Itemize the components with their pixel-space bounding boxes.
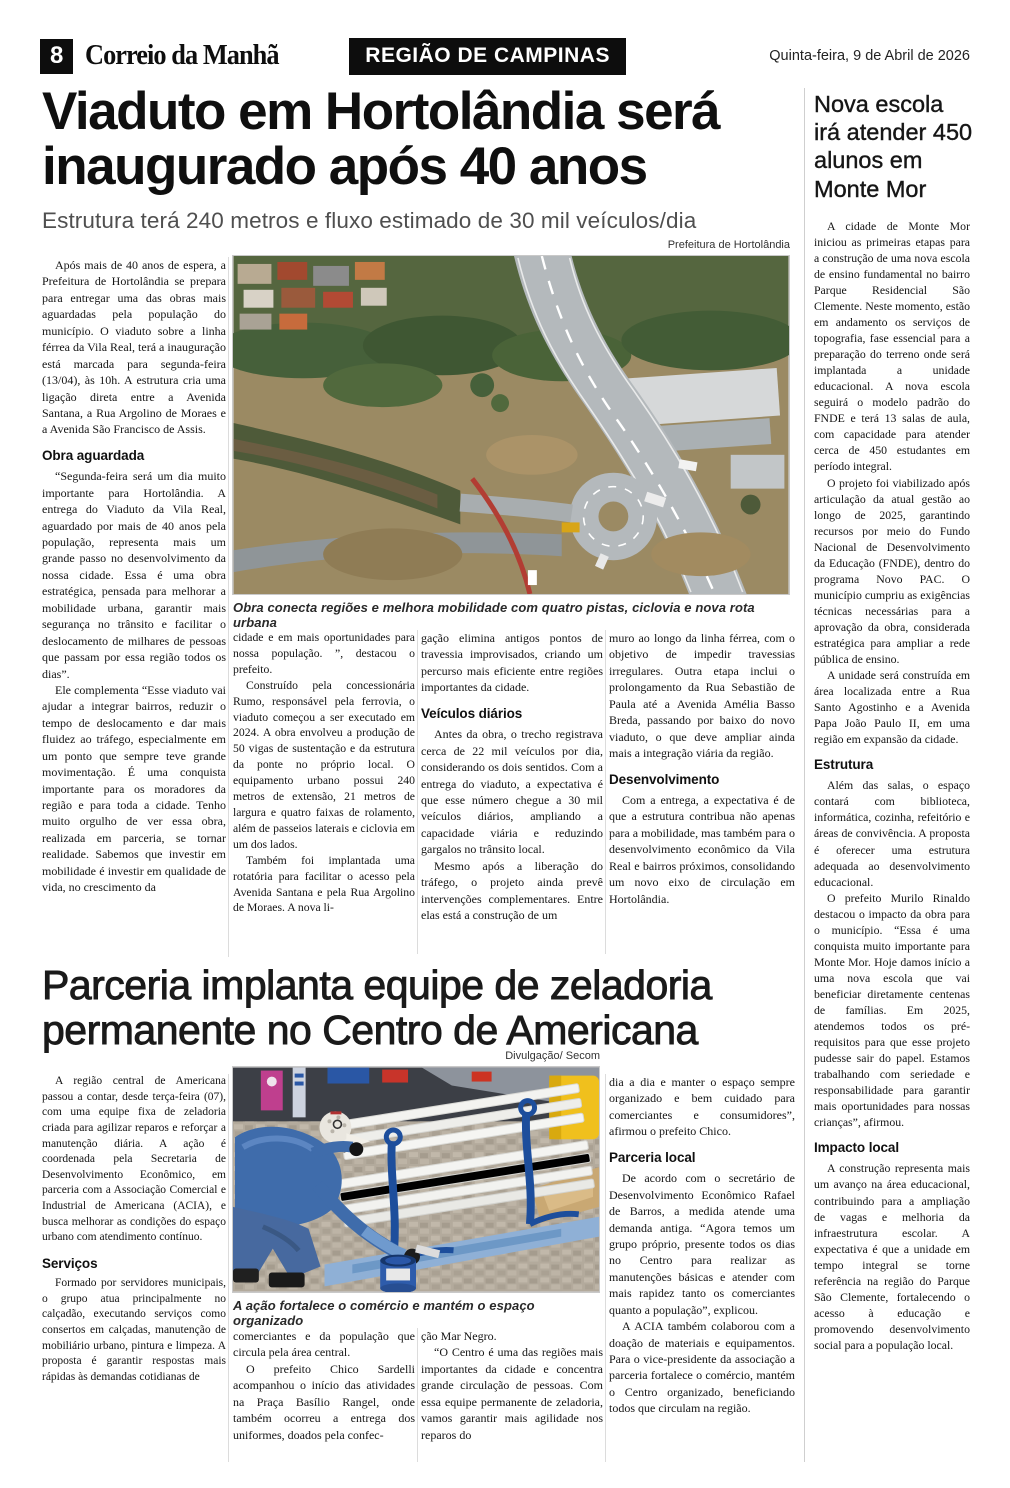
newspaper-nameplate: Correio da Manhã [85, 40, 279, 71]
article2-photo-caption: A ação fortalece o comércio e mantém o espaço organizado [233, 1298, 535, 1328]
article2-photo [232, 1066, 600, 1293]
column-divider [605, 1074, 606, 1462]
article2-photo-credit: Divulgação/ Secom [505, 1050, 600, 1062]
column-divider [605, 630, 606, 954]
paragraph: O prefeito Chico Sardelli acompanhou o início das atividades na Praça Basílio Rangel, onde também ocorreu a entrega dos uniformes, doados pela confec- [233, 1361, 415, 1442]
section-banner: REGIÃO DE CAMPINAS [349, 38, 626, 75]
article2-column-1 [42, 1074, 226, 1466]
article2-headline: Parceria implanta equipe de zeladoria permanente no Centro de Americana [42, 962, 712, 1054]
sidebar-column [814, 218, 970, 1462]
section-subhead: Serviços [42, 1255, 98, 1271]
column-divider [228, 257, 229, 957]
column-divider [228, 1074, 229, 1462]
paragraph: Construído pela concessionária Rumo, responsável pela ferrovia, o viaduto começou a ser executado em 2024. A obra envolveu a produção de 50 vigas de sustentação e da estrutura da ponte no próprio local. O equipamento urbano possui 240 metros de extensão, 21 metros de largura e quatro faixas de rolamento, além de passeios laterais e ciclovia em um dos lados. [233, 678, 415, 851]
paragraph: muro ao longo da linha férrea, com o objetivo de impedir travessias irregulares. Outra etapa inclui o prolongamento da Rua Sebastião de Paula até a Avenida Amélia Basso Breda, passando por baixo do novo viaduto, o que deve ampliar ainda mais a integração viária da região. [609, 631, 795, 761]
paragraph: A região central de Americana passou a contar, desde terça-feira (07), com uma equipe fixa de zeladoria criada para agilizar reparos e reforçar a manutenção diária. A ação é coordenada pela Secretaria de Desenvolvimento Econômico, em parceria com a Associação Comercial e Industrial de Americana (ACIA), e busca melhorar as condições do espaço urbano com atendimento contínuo. [42, 1075, 226, 1244]
article1-column-2 [233, 630, 415, 954]
section-subhead: Veículos diários [421, 705, 523, 721]
paragraph: De acordo com o secretário de Desenvolvimento Econômico Rafael de Barros, a medida atende uma demanda antiga. “Agora temos um grupo próprio, presente todos os dias no Centro para realizar as manutenções básicas e atender com mais rapidez tanto os comerciantes quanto a população”, explicou. [609, 1171, 795, 1317]
article2-column-4 [609, 1074, 795, 1464]
article1-column-4 [609, 630, 795, 954]
paragraph: ção Mar Negro. [421, 1329, 497, 1343]
paragraph: A construção representa mais um avanço na área educacional, contribuindo para a ampliação de vagas e melhoria da infraestrutura escolar. A expectativa é que a unidade em tempo integral se torne referência na região do Parque São Clemente, fortalecendo o acesso à educação e promovendo desenvolvimento social para a população local. [814, 1161, 970, 1352]
paragraph: A cidade de Monte Mor iniciou as primeiras etapas para a construção de uma nova escola de ensino fundamental no bairro Parque Residencial São Clemente. Neste momento, estão em andamento os serviços de topografia, fase essencial para a preparação do terreno onde será implantada a unidade educacional. A nova escola seguirá o modelo padrão do FNDE e terá 13 salas de aula, com capacidade para atender cerca de 450 estudantes em período integral. [814, 219, 970, 474]
bench-painting-photo-illustration [233, 1067, 599, 1292]
column-divider [417, 630, 418, 954]
paragraph: A ACIA também colaborou com a doação de materiais e equipamentos. Para o vice-presidente da associação a parceria fortalece o comércio, mantém o Centro organizado, beneficiando todos que circulam na região. [609, 1319, 795, 1416]
article2-column-3 [421, 1328, 603, 1464]
article2-column-2 [233, 1328, 415, 1464]
paragraph: O projeto foi viabilizado após articulação da atual gestão ao longo de 2025, garantindo recursos por meio do Fundo Nacional de Desenvolvimento da Educação (FNDE), dentro do programa Novo PAC. O município cumpriu as exigências técnicas necessárias para a aprovação da obra, considerada estratégica para ampliar a rede pública de ensino. [814, 475, 970, 666]
paragraph: comerciantes e da população que circula pela área central. [233, 1329, 415, 1360]
paragraph: dia a dia e manter o espaço sempre organizado e bem cuidado para comerciantes e consumidores”, afirmou o prefeito Chico. [609, 1075, 795, 1139]
paragraph: Também foi implantada uma rotatória para facilitar o acesso pela Avenida Santana e pela Rua Argolino de Moraes. A nova li- [233, 853, 415, 915]
column-divider [417, 1328, 418, 1462]
sidebar-headline: Nova escola irá atender 450 alunos em Monte Mor [814, 91, 973, 202]
paragraph: Após mais de 40 anos de espera, a Prefeitura de Hortolândia se prepara para entregar uma das obras mais aguardadas pela população do município. O viaduto sobre a linha férrea da Vila Real, terá a inauguração está marcada para segunda-feira (13/04), às 10h. A estrutura cria uma ligação direta entre a Avenida Santana, a Rua Argolino de Moraes e a Avenida São Francisco de Assis. [42, 258, 226, 437]
article1-column-3 [421, 630, 603, 954]
article1-subheadline: Estrutura terá 240 metros e fluxo estimado de 30 mil veículos/dia [42, 208, 697, 233]
section-subhead: Obra aguardada [42, 447, 145, 463]
page-header [40, 37, 970, 75]
paragraph: Ele complementa “Esse viaduto vai ajudar a integrar bairros, reduzir o tempo de deslocamento e dar mais fluidez ao tráfego, especialmente em um ponto que sempre teve grande movimentação. É uma conquista importante para os moradores da região e para toda a cidade. Tenho muito orgulho de ver essa obra, realizada em parceria, se tornar realidade. Sabemos que investir em mobilidade é investir em qualidade de vida, no crescimento da [42, 682, 226, 895]
page-number-badge: 8 [40, 39, 73, 74]
article1-column-1 [42, 257, 226, 959]
paragraph: A unidade será construída em área localizada entre a Rua Santo Agostinho e a Avenida Papa João Paulo II, em uma região em expansão da cidade. [814, 667, 970, 746]
paragraph: Formado por servidores municipais, o grupo atua principalmente no calçadão, executando serviços como consertos em calçadas, manutenção de mobiliário urbano, pintura e limpeza. A proposta é garantir respostas mais rápidas às demandas cotidianas de [42, 1277, 226, 1383]
section-subhead: Estrutura [814, 757, 874, 773]
article1-photo-credit: Prefeitura de Hortolândia [667, 239, 790, 251]
paragraph: Mesmo após a liberação do tráfego, o projeto ainda prevê intervenções complementares. Entre elas está a construção de um [421, 858, 603, 923]
section-subhead: Parceria local [609, 1149, 696, 1165]
paragraph: O prefeito Murilo Rinaldo destacou o impacto da obra para o município. “Essa é uma conquista muito importante para Monte Mor. Hoje damos início a uma nova escola que vai beneficiar diretamente centenas de famílias. Em 2025, atendemos todos os pré-requisitos para que esse projeto pudesse sair do papel. Estamos trabalhando com seriedade e responsabilidade para garantir mais oportunidades para nossas crianças”, afirmou. [814, 890, 970, 1130]
viaduct-aerial-photo-illustration [233, 256, 789, 594]
article1-photo-caption: Obra conecta regiões e melhora mobilidade com quatro pistas, ciclovia e nova rota urbana [233, 600, 755, 630]
paint-bucket [380, 1255, 416, 1292]
paragraph: gação elimina antigos pontos de travessia improvisados, criando um percurso mais eficiente entre regiões importantes da cidade. [421, 631, 603, 695]
edition-date: Quinta-feira, 9 de Abril de 2026 [769, 48, 970, 64]
sidebar-divider [804, 88, 805, 1462]
paragraph: Com a entrega, a expectativa é de que a estrutura contribua não apenas para a mobilidade, mas também para o desenvolvimento econômico da Vila Real e bairros próximos, consolidando um novo eixo de circulação em Hortolândia. [609, 792, 795, 906]
paragraph: “O Centro é uma das regiões mais importantes da cidade e concentra grande circulação de pessoas. Com essa equipe permanente de zeladoria, vamos garantir mais agilidade nos reparos do [421, 1345, 603, 1442]
section-subhead: Desenvolvimento [609, 771, 720, 787]
article1-photo [232, 255, 790, 595]
section-subhead: Impacto local [814, 1140, 899, 1156]
paragraph: “Segunda-feira será um dia muito importante para Hortolândia. A entrega do Viaduto da Vila Real, aguardado por mais de 40 anos pela população, representa mais um grande passo no desenvolvimento da nossa cidade. Essa é uma obra estratégica, pensada para melhorar a mobilidade urbana, garantir mais segurança no trânsito e facilitar o deslocamento de milhares de pessoas que passam por essa região todos os dias”. [42, 469, 226, 681]
paragraph: Antes da obra, o trecho registrava cerca de 22 mil veículos por dia, considerando os dois sentidos. Com a entrega do viaduto, a expectativa é que esse número chegue a 30 mil veículos diários, ampliando a capacidade viária e reduzindo gargalos no trânsito local. [421, 727, 603, 857]
paragraph: Além das salas, o espaço contará com biblioteca, informática, cozinha, refeitório e áreas de convivência. A proposta é oferecer uma estrutura adequada ao desenvolvimento educacional. [814, 778, 970, 889]
painter-boot [269, 1272, 305, 1287]
article1-headline: Viaduto em Hortolândia será inaugurado após 40 anos [42, 82, 720, 197]
paragraph: cidade e em mais oportunidades para nossa população. ”, destacou o prefeito. [233, 631, 415, 676]
